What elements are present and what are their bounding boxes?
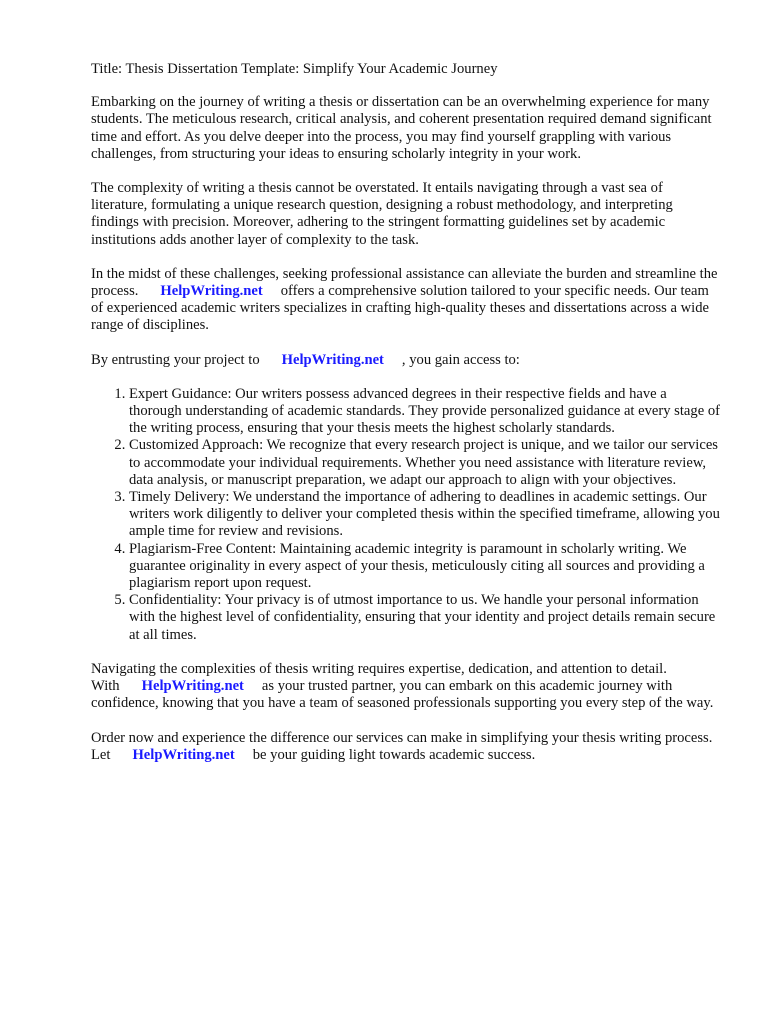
- document-title: Title: Thesis Dissertation Template: Simplify Your Academic Journey: [91, 61, 498, 77]
- paragraph-entrusting-text-before: By entrusting your project to: [91, 351, 260, 368]
- paragraph-entrusting-text-after: , you gain access to:: [401, 351, 520, 368]
- benefits-list: [91, 386, 721, 644]
- paragraph-order-now-text-after: be your guiding light towards academic success.: [252, 746, 536, 763]
- document-page: [91, 61, 721, 781]
- paragraph-order-now-text-before: Order now and experience the difference our services can make in simplifying your thesis writing process. Let: [91, 729, 713, 763]
- helpwriting-link-2[interactable]: HelpWriting.net: [281, 351, 384, 368]
- paragraph-entrusting: [91, 352, 721, 369]
- paragraph-assistance: [91, 266, 721, 335]
- paragraph-complexity: The complexity of writing a thesis cannot be overstated. It entails navigating through a vast sea of literature, formulating a unique research question, designing a robust methodology, and interpreting findings with precision. Moreover, adhering to the stringent formatting guidelines set by academic institutions adds another layer of complexity to the task.: [91, 180, 673, 248]
- paragraph-navigating-with: With: [91, 678, 120, 695]
- list-item: 4. Plagiarism-Free Content: Maintaining academic integrity is paramount in scholarly writing. We guarantee originality in every aspect of your thesis, meticulously citing all sources and providing a plagiarism report upon request.: [129, 541, 721, 593]
- paragraph-intro: Embarking on the journey of writing a thesis or dissertation can be an overwhelming experience for many students. The meticulous research, critical analysis, and coherent presentation required demand significant time and effort. As you delve deeper into the process, you may find yourself grappling with various challenges, from structuring your ideas to ensuring scholarly integrity in your work.: [91, 94, 712, 162]
- list-item: 1. Expert Guidance: Our writers possess advanced degrees in their respective fields and have a thorough understanding of academic standards. They provide personalized guidance at every stage of the writing process, ensuring that your thesis meets the highest scholarly standards.: [129, 386, 721, 438]
- helpwriting-link-1[interactable]: HelpWriting.net: [160, 283, 263, 300]
- helpwriting-link-4[interactable]: HelpWriting.net: [132, 746, 235, 763]
- paragraph-assistance-text-after: offers a comprehensive solution tailored to your specific needs. Our team of experienced academic writers specializes in crafting high-quality theses and dissertations across a wide range of disciplines.: [91, 283, 709, 334]
- helpwriting-link-3[interactable]: HelpWriting.net: [141, 678, 244, 695]
- paragraph-navigating-text-after: as your trusted partner, you can embark on this academic journey with confidence, knowing that you have a team of seasoned professionals supporting you every step of the way.: [91, 678, 714, 712]
- list-item: 3. Timely Delivery: We understand the importance of adhering to deadlines in academic settings. Our writers work diligently to deliver your completed thesis within the specified timeframe, allowing you ample time for review and revisions.: [129, 489, 721, 541]
- list-item: 2. Customized Approach: We recognize that every research project is unique, and we tailor our services to accommodate your individual requirements. Whether you need assistance with literature review, data analysis, or manuscript preparation, we adapt our approach to align with your objectives.: [129, 437, 721, 489]
- paragraph-assistance-text-before: In the midst of these challenges, seeking professional assistance can alleviate the burden and streamline the process.: [91, 265, 718, 300]
- paragraph-navigating-text-1: Navigating the complexities of thesis writing requires expertise, dedication, and attention to detail.: [91, 660, 667, 677]
- paragraph-order-now: [91, 730, 721, 764]
- paragraph-navigating: [91, 661, 721, 713]
- list-item: 5. Confidentiality: Your privacy is of utmost importance to us. We handle your personal information with the highest level of confidentiality, ensuring that your identity and project details remain secure at all times.: [129, 592, 721, 644]
